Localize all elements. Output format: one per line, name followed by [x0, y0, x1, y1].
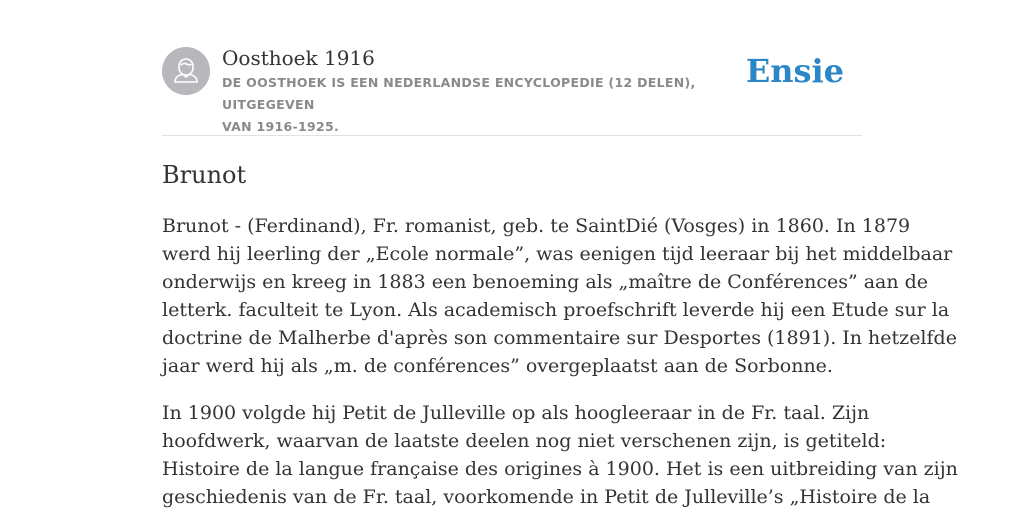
- source-header: [162, 45, 862, 135]
- entry-title: Brunot: [162, 161, 247, 189]
- text-line: In 1900 volgde hij Petit de Julleville op als hoogleeraar in de Fr. taal. Zijn: [162, 402, 870, 424]
- text-line: Brunot - (Ferdinand), Fr. romanist, geb. te SaintDié (Vosges) in 1860. In 1879: [162, 215, 911, 237]
- divider: [162, 135, 862, 136]
- paragraph-spacer: [162, 380, 882, 399]
- text-line: geschiedenis van de Fr. taal, voorkomende in Petit de Julleville’s „Histoire de la: [162, 486, 931, 508]
- text-line: jaar werd hij als „m. de conférences” overgeplaatst aan de Sorbonne.: [162, 355, 833, 377]
- text-line: onderwijs en kreeg in 1883 een benoeming als „maître de Conférences” aan de: [162, 271, 929, 293]
- text-line: doctrine de Malherbe d'après son commentaire sur Desportes (1891). In hetzelfde: [162, 327, 957, 349]
- entry-body: [162, 212, 958, 511]
- text-line: Histoire de la langue française des origines à 1900. Het is een uitbreiding van zijn: [162, 458, 958, 480]
- ensie-logo[interactable]: Ensie: [745, 52, 844, 90]
- user-silhouette-icon[interactable]: [162, 47, 210, 95]
- paragraph: [162, 399, 958, 511]
- paragraph: [162, 212, 957, 380]
- source-title[interactable]: Oosthoek 1916: [222, 46, 375, 70]
- source-description-line: DE OOSTHOEK IS EEN NEDERLANDSE ENCYCLOPEDIE (12 DELEN), UITGEGEVEN: [222, 75, 696, 112]
- text-line: hoofdwerk, waarvan de laatste deelen nog niet verschenen zijn, is getiteld:: [162, 430, 887, 452]
- text-line: werd hij leerling der „Ecole normale”, was eenigen tijd leeraar bij het middelbaar: [162, 243, 953, 265]
- text-line: letterk. faculteit te Lyon. Als academisch proefschrift leverde hij een Etude sur la: [162, 299, 950, 321]
- source-description-line: VAN 1916-1925.: [222, 119, 340, 134]
- source-description: [222, 72, 767, 138]
